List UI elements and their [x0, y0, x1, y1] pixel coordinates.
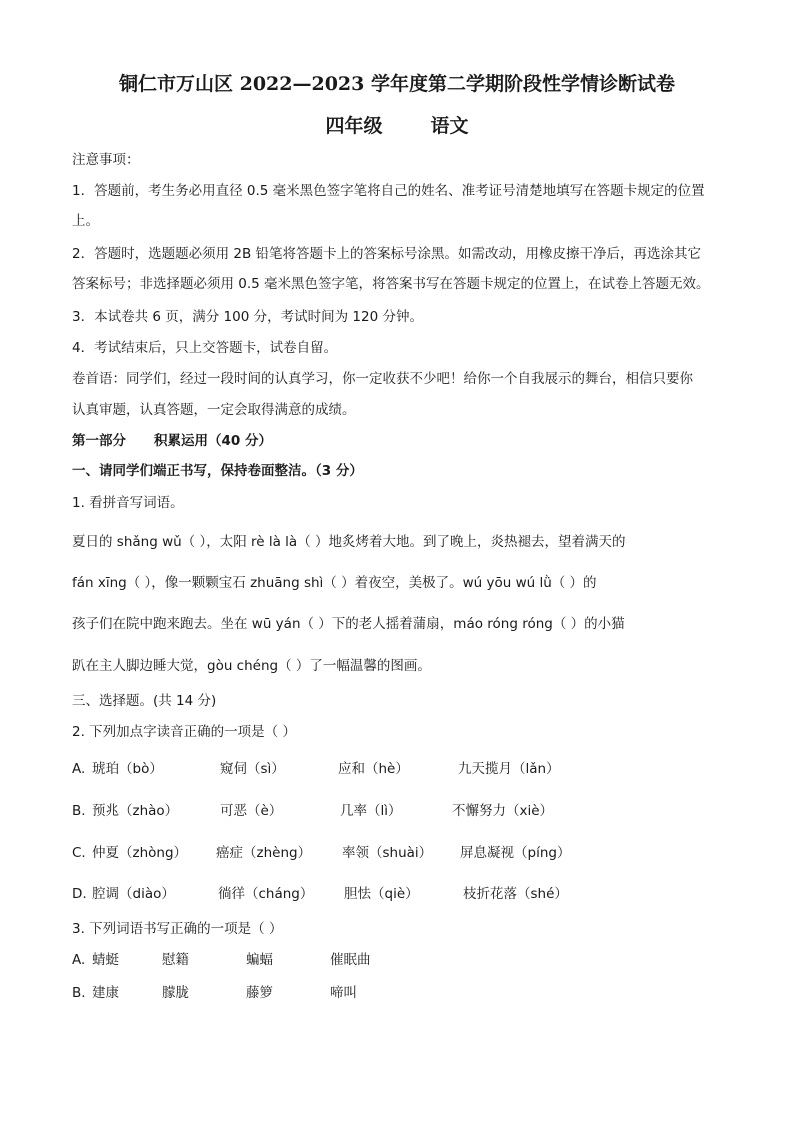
q2-option-d-item-2: 徜徉（cháng）: [218, 886, 314, 902]
preface-line-1: 卷首语：同学们，经过一段时间的认真学习，你一定收获不少吧！给你一个自我展示的舞台，相信只要你: [72, 371, 693, 387]
q2-option-d-item-3: 胆怯（qiè）: [344, 886, 419, 902]
q2-option-d-letter: D.: [72, 886, 87, 902]
notice-line-3: 3．本试卷共 6 页，满分 100 分，考试时间为 120 分钟。: [72, 309, 423, 325]
notice-line-4: 4．考试结束后，只上交答题卡，试卷自留。: [72, 340, 338, 356]
question-1-line-3: 孩子们在院中跑来跑去。坐在 wū yán（ ）下的老人摇着蒲扇，máo róng róng（ ）的小猫: [72, 616, 625, 632]
section-three-heading: 三、选择题。(共 14 分): [72, 693, 217, 709]
q2-option-b-letter: B.: [72, 803, 86, 819]
part-name: 积累运用（40 分）: [154, 433, 272, 449]
notice-line-2-cont: 答案标号；非选择题必须用 0.5 毫米黑色签字笔，将答案书写在答题卡规定的位置上，在试卷上答题无效。: [72, 276, 710, 292]
question-2-stem: 2. 下列加点字读音正确的一项是（ ）: [72, 724, 296, 740]
q2-option-a-item-2: 窥伺（sì）: [220, 761, 285, 777]
question-1-line-2: fán xīng（ ），像一颗颗宝石 zhuāng shì（ ）着夜空，美极了。wú yōu wú lǜ（ ）的: [72, 575, 597, 591]
q2-option-b-item-2: 可恶（è）: [220, 803, 283, 819]
q2-option-d-item-1: 腔调（diào）: [92, 886, 175, 902]
question-3-stem: 3. 下列词语书写正确的一项是（ ）: [72, 921, 283, 937]
grade-label: 四年级: [325, 115, 383, 137]
q3-option-b-item-2: 朦胧: [162, 985, 189, 1001]
q3-option-a-item-2: 慰籍: [162, 952, 189, 968]
q3-option-b-item-3: 藤箩: [246, 985, 273, 1001]
subject-label: 语文: [430, 115, 469, 137]
notice-line-1-cont: 上。: [72, 213, 99, 229]
q3-option-a-item-4: 催眠曲: [330, 952, 371, 968]
q3-option-b-item-4: 啼叫: [330, 985, 357, 1001]
part-label: 第一部分: [72, 433, 126, 449]
q2-option-b-item-4: 不懈努力（xiè）: [452, 803, 554, 819]
q2-option-c-item-2: 癌症（zhèng）: [216, 845, 312, 861]
q3-option-a-letter: A.: [72, 952, 86, 968]
q3-option-b-item-1: 建康: [92, 985, 119, 1001]
q3-option-a-item-3: 蝙蝠: [246, 952, 273, 968]
q2-option-b-item-3: 几率（lì）: [340, 803, 402, 819]
question-1-line-1: 夏日的 shǎng wǔ（ ），太阳 rè là là（ ）地炙烤着大地。到了晚上，炎热褪去，望着满天的: [72, 534, 626, 550]
q2-option-a-item-4: 九天揽月（lǎn）: [458, 761, 560, 777]
q2-option-b-item-1: 预兆（zhào）: [92, 803, 179, 819]
q3-option-b-letter: B.: [72, 985, 86, 1001]
notice-heading: 注意事项：: [72, 152, 140, 168]
notice-line-2: 2．答题时，选题题必须用 2B 铅笔将答题卡上的答案标号涂黑。如需改动，用橡皮擦干净后，再选涂其它: [72, 246, 702, 262]
question-1-stem: 1. 看拼音写词语。: [72, 495, 184, 511]
question-1-line-4: 趴在主人脚边睡大觉，gòu chéng（ ）了一幅温馨的图画。: [72, 658, 431, 674]
part-one-heading: [72, 432, 272, 450]
q2-option-c-letter: C.: [72, 845, 86, 861]
q2-option-a-letter: A.: [72, 761, 86, 777]
section-one-heading: 一、请同学们端正书写，保持卷面整洁。（3 分）: [72, 463, 363, 479]
q2-option-d-item-4: 枝折花落（shé）: [463, 886, 568, 902]
q2-option-a-item-1: 琥珀（bò）: [92, 761, 163, 777]
exam-subtitle: [0, 114, 794, 138]
notice-line-1: 1．答题前，考生务必用直径 0.5 毫米黑色签字笔将自己的姓名、准考证号清楚地填写在答题卡规定的位置: [72, 183, 705, 199]
q2-option-c-item-3: 率领（shuài）: [342, 845, 433, 861]
q3-option-a-item-1: 蜻蜓: [92, 952, 119, 968]
preface-line-2: 认真审题，认真答题，一定会取得满意的成绩。: [72, 402, 356, 418]
q2-option-a-item-3: 应和（hè）: [338, 761, 409, 777]
q2-option-c-item-1: 仲夏（zhòng）: [92, 845, 188, 861]
q2-option-c-item-4: 屏息凝视（píng）: [460, 845, 571, 861]
exam-title: 铜仁市万山区 2022—2023 学年度第二学期阶段性学情诊断试卷: [119, 73, 675, 95]
